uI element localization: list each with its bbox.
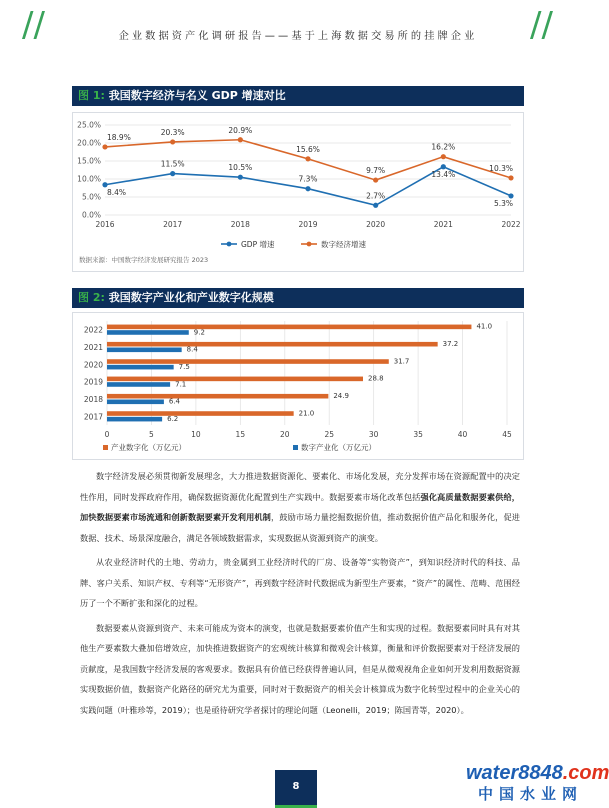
data-label: 13.4% (431, 169, 456, 179)
bar (107, 417, 162, 422)
data-point (170, 139, 175, 144)
y-tick-label: 2019 (83, 377, 103, 387)
y-tick-label: 2021 (83, 343, 103, 352)
data-label: 11.5% (160, 159, 185, 169)
data-label: 6.2 (167, 414, 179, 423)
x-tick-label: 15 (235, 430, 246, 439)
y-tick-label: 5.0% (81, 192, 101, 202)
y-tick-label: 2022 (83, 325, 103, 335)
bar (107, 411, 294, 416)
y-tick-label: 15.0% (77, 156, 101, 166)
paragraph-3: 数据要素从资源到资产、未来可能成为资本的演变，也就是数据要素价值产生和实现的过程。数据要素同时具有对其他生产要素数大叠加倍增效应，加快推进数据资产的宏观统计核算和微观会计核算，衡量和评价数据要素对于经济发展的贡献度，是我国数字经济发展的客观要求。数据具有价值已经获得普遍认同，但是从微观视角企业如何开发利用数据资源实现数据价值，数据资产化路径的研究尤为重要，同时对于数据资产的相关会计核算成为数字化转型过程中的企业关心的实践问题（叶雅珍等，2019）；也是亟待研究学者探讨的理论问题（Leonelli，2019；陈国青等，2020）。 (80, 622, 520, 715)
x-tick-label: 2018 (230, 220, 250, 229)
data-label: 9.2 (193, 328, 205, 337)
data-label: 5.3% (493, 198, 513, 208)
x-tick-label: 10 (191, 430, 201, 439)
bar (107, 342, 438, 347)
watermark-brand: water8848 (466, 762, 563, 784)
y-tick-label: 10.0% (77, 174, 101, 184)
data-point (238, 175, 243, 180)
y-tick-label: 20.0% (77, 138, 101, 148)
data-point (373, 177, 378, 182)
data-label: 7.1 (175, 380, 187, 389)
bar (107, 377, 363, 382)
page-header (0, 0, 595, 62)
paragraph-1-bold: 强化高质量数据要素供给，加快数据要素市场流通和创新数据要素开发利用机制 (80, 491, 520, 522)
x-tick-label: 25 (324, 430, 334, 439)
data-label: 18.9% (107, 132, 131, 142)
legend-label: 产业数字化（万亿元） (111, 443, 186, 452)
data-label: 15.6% (296, 144, 320, 154)
x-tick-label: 2021 (433, 220, 453, 229)
bar (107, 325, 471, 330)
bar-chart (73, 313, 523, 459)
data-point (170, 171, 175, 176)
figure2-box (72, 312, 524, 460)
x-tick-label: 2022 (501, 220, 521, 229)
x-tick-label: 40 (457, 430, 468, 439)
data-point (508, 175, 513, 180)
x-tick-label: 2019 (298, 220, 318, 229)
data-label: 28.8 (368, 374, 384, 383)
bar (107, 330, 189, 335)
header-slash-right-icon: // (530, 5, 553, 45)
y-tick-label: 25.0% (77, 120, 101, 130)
bar (107, 382, 170, 387)
data-label: 37.2 (442, 340, 459, 348)
data-label: 41.0 (476, 322, 493, 331)
y-tick-label: 0.0% (81, 210, 101, 220)
legend-label: 数字产业化（万亿元） (301, 443, 376, 452)
figure2-title-bar (72, 288, 524, 308)
x-tick-label: 30 (368, 430, 379, 439)
x-tick-label: 20 (280, 430, 290, 439)
data-label: 24.9 (333, 392, 349, 400)
y-tick-label: 2020 (83, 360, 103, 370)
data-label: 2.7% (366, 191, 386, 201)
data-label: 20.9% (228, 125, 253, 135)
data-label: 7.3% (298, 174, 318, 184)
data-label: 16.2% (431, 142, 456, 152)
bar (107, 359, 389, 364)
x-tick-label: 0 (104, 430, 110, 439)
line-chart (73, 113, 523, 271)
watermark-logo (466, 762, 609, 806)
x-tick-label: 2020 (366, 220, 386, 229)
bar (107, 365, 174, 370)
x-tick-label: 2017 (163, 220, 183, 229)
header-slash-left-icon: // (22, 5, 45, 45)
data-label: 8.4 (186, 345, 198, 354)
paragraph-2: 从农业经济时代的土地、劳动力，贵金属到工业经济时代的厂房、设备等“实物资产”，到知识经济时代的科技、品牌、客户关系、知识产权、专利等“无形资产”，再到数字经济时代数据成为新型生产要素，“资产”的属性、范畴、范围经历了一个不断扩张和深化的过程。 (80, 557, 520, 608)
page-number: 8 (292, 781, 300, 792)
legend-marker (293, 445, 298, 450)
legend-marker (307, 242, 312, 247)
y-tick-label: 2017 (83, 412, 103, 422)
figure1-title-bar (72, 86, 524, 106)
data-label: 7.5 (178, 362, 190, 371)
x-tick-label: 2016 (95, 220, 115, 229)
data-label: 10.3% (489, 163, 513, 173)
figure1-box (72, 112, 524, 272)
body-text (80, 466, 520, 724)
data-label: 21.0 (298, 409, 315, 418)
bar (107, 394, 328, 399)
data-label: 6.4 (168, 397, 181, 406)
paragraph-1-c: ，鼓励市场力量挖掘数据价值，推动数据价值产品化和服务化，促进数据、技术、场景深度融合，满足各领域数据需求，实现数据从资源到资产的演变。 (80, 512, 520, 543)
data-point (441, 164, 446, 169)
data-point (441, 154, 446, 159)
legend-marker (103, 445, 108, 450)
page-number-box (275, 770, 317, 808)
paragraph-1 (80, 466, 520, 548)
watermark-cn: 中国水业网 (478, 785, 584, 803)
data-label: 10.5% (228, 163, 253, 173)
bar (107, 400, 164, 405)
data-point (508, 193, 513, 198)
figure2-number: 图 2: (78, 291, 105, 304)
bar (107, 348, 182, 353)
data-point (373, 203, 378, 208)
legend-marker (227, 242, 232, 247)
data-point (238, 137, 243, 142)
figure1-source: 数据来源：中国数字经济发展研究报告 2023 (79, 256, 209, 264)
data-label: 8.4% (107, 187, 127, 197)
x-tick-label: 35 (413, 430, 423, 439)
watermark-dotcom: .com (562, 762, 609, 784)
legend-label: 数字经济增速 (321, 240, 366, 249)
paragraph-1-a: 数字经济发展必须贯彻新发展理念，大力推进数据资源化、要素化、市场化发展，充分发挥市场在资源配置中的决定性作用，同时发挥政府作用，确保数据资源优化配置到生产实践中。数据要素市场化改革包括 (80, 471, 520, 502)
figure2-title: 我国数字产业化和产业数字化规模 (108, 291, 274, 304)
data-label: 31.7 (393, 357, 410, 366)
y-tick-label: 2018 (83, 395, 103, 404)
data-point (102, 144, 107, 149)
figure1-number: 图 1: (78, 89, 105, 102)
x-tick-label: 5 (149, 430, 154, 439)
legend-label: GDP 增速 (241, 240, 275, 249)
header-title: 企业数据资产化调研报告——基于上海数据交易所的挂牌企业 (118, 31, 478, 42)
data-point (102, 182, 107, 187)
data-label: 9.7% (366, 166, 386, 176)
data-label: 20.3% (160, 127, 185, 137)
data-point (305, 186, 310, 191)
data-point (305, 156, 310, 161)
figure1-title: 我国数字经济与名义 GDP 增速对比 (108, 89, 286, 102)
x-tick-label: 45 (502, 430, 512, 439)
